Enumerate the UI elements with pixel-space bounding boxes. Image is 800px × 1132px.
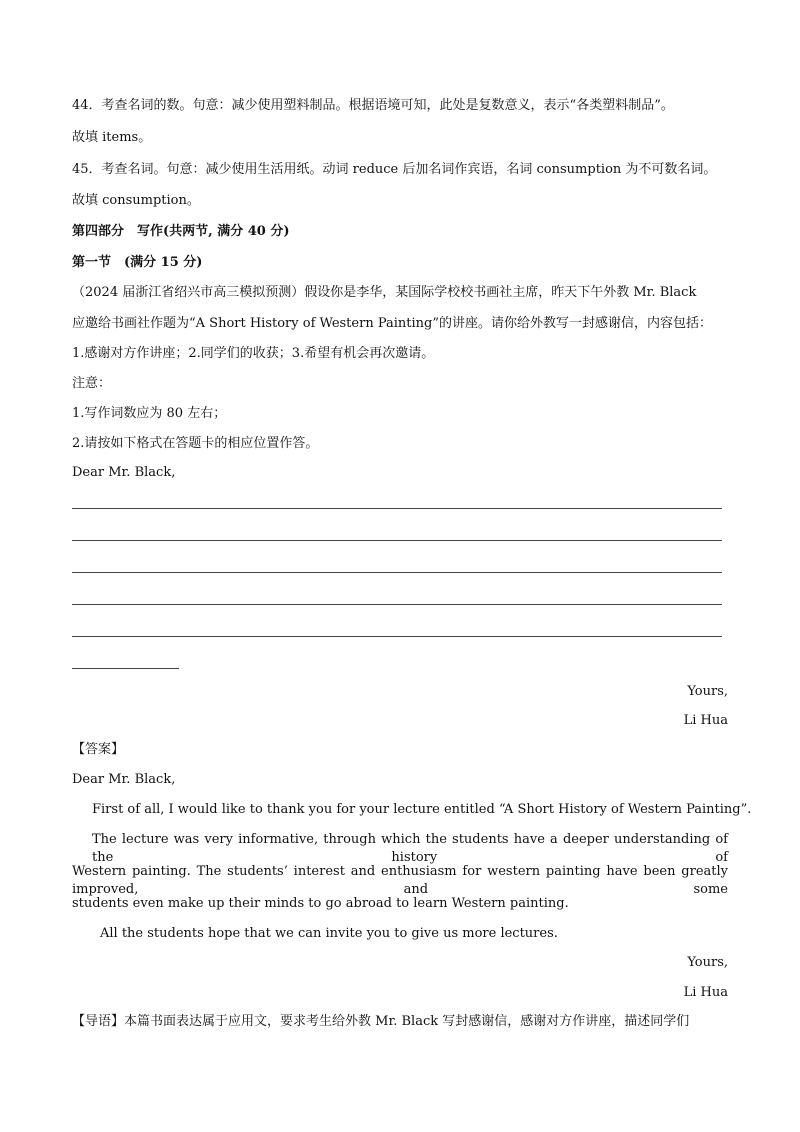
q44-explanation-line1: 44．考查名词的数。句意：减少使用塑料制品。根据语境可知，此处是复数意义，表示“各类塑料制品”。	[72, 98, 674, 113]
template-closing: Yours,	[687, 684, 728, 699]
answer-label: 【答案】	[72, 742, 125, 757]
template-signature: Li Hua	[683, 713, 728, 728]
answer-paragraph-2-line1: The lecture was very informative, through which the students have a deeper understanding of the history of	[92, 832, 728, 865]
answer-line	[72, 508, 722, 509]
prompt-line1: （2024 届浙江省绍兴市高三模拟预测）假设你是李华，某国际学校校书画社主席，昨天下午外教 Mr. Black	[72, 285, 697, 300]
notes-title: 注意：	[72, 376, 112, 391]
answer-line-short	[72, 668, 179, 669]
template-salutation: Dear Mr. Black,	[72, 465, 176, 480]
part4-heading: 第四部分 写作(共两节, 满分 40 分)	[72, 224, 290, 239]
q45-explanation-line2: 故填 consumption。	[72, 193, 200, 208]
answer-paragraph-2-line3: students even make up their minds to go abroad to learn Western painting.	[72, 896, 569, 911]
answer-closing: Yours,	[687, 955, 728, 970]
notes-item1: 1.写作词数应为 80 左右；	[72, 406, 227, 421]
q44-explanation-line2: 故填 items。	[72, 130, 152, 145]
notes-item2: 2.请按如下格式在答题卡的相应位置作答。	[72, 436, 319, 451]
prompt-line2: 应邀给书画社作题为“A Short History of Western Painting”的讲座。请你给外教写一封感谢信，内容包括：	[72, 316, 712, 331]
answer-salutation: Dear Mr. Black,	[72, 772, 176, 787]
q45-explanation-line1: 45．考查名词。句意：减少使用生活用纸。动词 reduce 后加名词作宾语，名词 consumption 为不可数名词。	[72, 162, 717, 177]
answer-line	[72, 572, 722, 573]
answer-line	[72, 540, 722, 541]
answer-line	[72, 604, 722, 605]
answer-signature: Li Hua	[683, 985, 728, 1000]
prompt-line3: 1.感谢对方作讲座；2.同学们的收获；3.希望有机会再次邀请。	[72, 346, 435, 361]
answer-paragraph-1: First of all, I would like to thank you for your lecture entitled “A Short History of Western Painting”.	[92, 802, 752, 817]
answer-paragraph-2-line2: Western painting. The students’ interest and enthusiasm for western painting have been greatly improved, and some	[72, 864, 728, 897]
answer-paragraph-3: All the students hope that we can invite you to give us more lectures.	[100, 926, 558, 941]
section1-heading: 第一节 (满分 15 分)	[72, 255, 203, 270]
answer-line	[72, 636, 722, 637]
guide-text: 【导语】本篇书面表达属于应用文，要求考生给外教 Mr. Black 写封感谢信，感谢对方作讲座，描述同学们	[72, 1014, 690, 1029]
